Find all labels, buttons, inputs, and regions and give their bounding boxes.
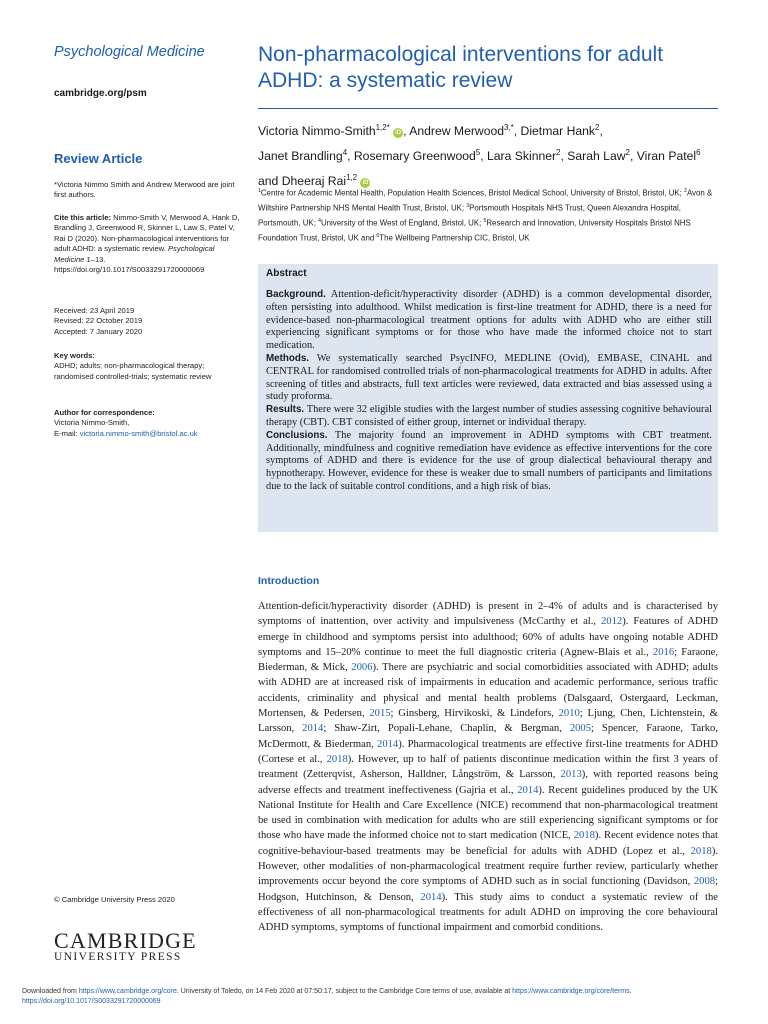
ref-link[interactable]: 2005 — [569, 723, 592, 735]
intro-text: ). Pharmacological treatments are effective first-line treatments for ADHD (Cortese et al., — [258, 738, 719, 765]
ref-link[interactable]: 2014 — [517, 784, 539, 796]
intro-text: ). Features of ADHD emerge in childhood and symptoms persist into adulthood; 60% of adults have ongoing notable ADHD symptoms and 15–20% continue to meet the full diagnostic criteria (Agnew-Blais et al., — [258, 616, 718, 658]
aff-text: The Wellbeing Partnership CIC, Bristol, UK — [379, 234, 530, 243]
aff-sup: 3 — [466, 203, 470, 210]
author-name: and Dheeraj Rai — [258, 174, 347, 189]
aff-sup: 2 — [684, 188, 687, 194]
ref-link[interactable]: 2014 — [377, 738, 399, 750]
abstract-heading: Abstract — [266, 268, 307, 279]
author-sup: 1,2* — [375, 123, 390, 132]
article-type: Review Article — [54, 151, 143, 166]
download-footer — [22, 987, 752, 1007]
ref-link[interactable]: 2015 — [369, 708, 391, 720]
ref-link[interactable]: 2014 — [420, 891, 442, 903]
author-name: Victoria Nimmo-Smith — [258, 124, 376, 139]
keywords-label: Key words: — [54, 351, 95, 360]
methods-text: We systematically searched PsycINFO, MEDLINE (Ovid), EMBASE, CINAHL and CENTRAL for randomised controlled trials of non-pharmacological treatments for ADHD in adults. After screening of titles and abstracts, full text articles were reviewed, data extracted and bias assessed using a study proforma. — [266, 352, 712, 403]
joint-author-note: *Victoria Nimmo Smith and Andrew Merwood are joint first authors. — [54, 180, 235, 200]
author-sup: 5 — [475, 148, 481, 158]
intro-text: ; Spencer, Faraone, Tarko, McDermott, & Biederman, — [258, 723, 718, 750]
ref-link[interactable]: 2013 — [560, 769, 582, 781]
author-name: , Andrew Merwood — [403, 124, 505, 139]
author-name: , Sarah Law — [560, 149, 626, 164]
introduction-heading: Introduction — [258, 575, 320, 587]
intro-text: ; Hodgson, Hutchinson, & Denson, — [258, 876, 718, 903]
intro-text: ), with reported reasons being adverse effects and treatment ineffectiveness (Gajria et al., — [258, 769, 718, 796]
introduction-body — [258, 599, 718, 936]
footer-core-link[interactable]: https://www.cambridge.org/core — [78, 988, 177, 995]
author-sup: 6 — [696, 148, 701, 158]
journal-name: Psychological Medicine — [54, 44, 205, 60]
intro-text: ). Recent evidence notes that cognitive-behaviour-based treatments may be beneficial for adults with ADHD (Lopez et al., — [258, 830, 718, 857]
publisher-logo: CAMBRIDGE — [54, 928, 197, 953]
ref-link[interactable]: 2016 — [652, 646, 675, 658]
aff-sup: 1 — [258, 188, 261, 194]
citation-block — [54, 213, 246, 275]
dates-block — [54, 306, 246, 337]
author-sup: 2 — [556, 148, 561, 158]
abstract-methods — [266, 353, 712, 404]
ref-link[interactable]: 2006 — [351, 662, 373, 674]
intro-text: ). Recent guidelines produced by the UK National Institute for Health and Care Excellence (NICE) recommend that non-pharmacological treatment be used in combination with medication for adults who are still experiencing significant symptoms or for those who have made the informed choice not to start medication (NICE, — [258, 784, 718, 842]
keywords-block — [54, 351, 246, 382]
affiliations — [258, 185, 718, 246]
intro-text: ; Ljung, Chen, Lichtenstein, & Larsson, — [258, 708, 718, 735]
background-label: Background. — [266, 289, 326, 300]
intro-text: Attention-deficit/hyperactivity disorder (ADHD) is present in 2–4% of adults and is characterised by symptoms of inattention, over activity and impulsiveness (McCarthy et al., — [258, 601, 718, 628]
author-name: Janet Brandling — [258, 149, 343, 164]
aff-sup: 6 — [376, 233, 380, 240]
author-sup: 2 — [595, 123, 600, 132]
ref-link[interactable]: 2012 — [601, 616, 623, 628]
aff-text: Avon & Wiltshire Partnership NHS Mental Health Trust, Bristol, UK; — [258, 188, 713, 213]
aff-text: University of the West of England, Bristol, UK; — [320, 218, 484, 228]
ref-link[interactable]: 2018 — [690, 845, 712, 857]
correspondence-email-row — [54, 429, 246, 439]
conclusions-label: Conclusions. — [266, 429, 328, 441]
publisher-logo-subtitle: UNIVERSITY PRESS — [54, 951, 182, 963]
ref-link[interactable]: 2014 — [302, 723, 324, 735]
copyright: © Cambridge University Press 2020 — [54, 895, 175, 904]
email-label: E-mail: — [54, 428, 80, 438]
orcid-icon[interactable]: iD — [395, 130, 402, 137]
citation-tail: 1–13. https://doi.org/10.1017/S0033291720000069 — [54, 254, 205, 275]
author-name: , Viran Patel — [629, 149, 697, 164]
author-name: , Lara Skinner — [480, 149, 557, 164]
author-name: , Dietmar Hank — [513, 124, 596, 139]
intro-text: ). This study aims to conduct a systematic review of the effectiveness of all non-pharmacological treatments for adult ADHD on improving the core behavioural ADHD symptoms, symptoms of functional impairment and comorbid conditions. — [258, 891, 719, 934]
aff-text: Centre for Academic Mental Health, Population Health Sciences, Bristol Medical School, University of Bristol, Bristol, UK; — [260, 188, 685, 198]
conclusions-text: The majority found an improvement in ADHD symptoms with CBT treatment. Additionally, mindfulness and cognitive remediation have evidence as effective interventions for the core symptoms of ADHD and there is evidence for the use of group dialectical behavioural therapy and hypnotherapy. However, evidence for these is weaker due to small numbers of participants and limitations due to the lack of suitable control conditions, and a high risk of bias. — [266, 429, 712, 492]
results-label: Results. — [266, 404, 305, 416]
email-link[interactable]: victoria.nimmo-smith@bristol.ac.uk — [79, 428, 198, 438]
correspondence-block — [54, 408, 246, 439]
article-title: Non-pharmacological interventions for adult ADHD: a systematic review — [258, 43, 664, 92]
footer-text: . University of Toledo, on 14 Feb 2020 at 07:50:17, subject to the Cambridge Core terms of use, available at — [176, 988, 513, 995]
correspondence-label: Author for correspondence: — [54, 408, 155, 417]
author-sup: 2 — [625, 148, 630, 158]
ref-link[interactable]: 2008 — [693, 876, 716, 888]
ref-link[interactable]: 2018 — [573, 830, 595, 842]
abstract-body — [266, 289, 712, 494]
keywords-text: ADHD; adults; non-pharmacological therapy; randomised controlled-trials; systematic review — [54, 361, 212, 381]
accepted-date: Accepted: 7 January 2020 — [54, 326, 143, 336]
footer-text: . — [629, 988, 632, 995]
citation-label: Cite this article: — [54, 213, 111, 222]
intro-text: ). However, other modalities of non-pharmacological treatment require further review, particularly whether improvements occur beyond the core symptoms of ADHD such as in social functioning (Davidson, — [258, 845, 718, 888]
ref-link[interactable]: 2010 — [558, 708, 580, 720]
aff-text: Portsmouth Hospitals NHS Trust, Queen Alexandra Hospital, Portsmouth, UK; — [258, 203, 681, 228]
journal-site-link[interactable]: cambridge.org/psm — [54, 88, 147, 99]
abstract-results — [266, 404, 712, 430]
aff-sup: 5 — [483, 218, 487, 225]
orcid-icon[interactable]: iD — [362, 180, 369, 187]
footer-text: Downloaded from — [22, 988, 79, 995]
title-divider — [258, 108, 718, 109]
footer-doi-link[interactable]: https://doi.org/10.1017/S0033291720000069 — [22, 998, 161, 1005]
author-name: , Rosemary Greenwood — [347, 149, 476, 164]
aff-sup: 4 — [318, 218, 321, 225]
received-date: Received: 23 April 2019 — [54, 306, 135, 315]
intro-text: ; Ginsberg, Hirvikoski, & Lindefors, — [390, 708, 559, 720]
results-text: There were 32 eligible studies with the largest number of studies assessing cognitive behavioural therapy (CBT). CBT consisted of either group, internet or individual therapy. — [266, 404, 712, 428]
methods-label: Methods. — [266, 352, 309, 364]
author-sup: 4 — [342, 148, 348, 158]
aff-text: Research and Innovation, University Hospitals Bristol NHS Foundation Trust, Bristol, UK and — [258, 218, 691, 243]
author-list: Victoria Nimmo-Smith$^{1,2*}$ iD , Andrew Merwood$^{3,*}$, Dietmar Hank$^2$, Janet Brandling$^4$, Rosemary Greenwood$^5$, Lara Skinner$^2$, Sarah Law$^2$, Viran Patel$^6$ and Dheeraj Rai$^{1,2}$ iD — [258, 123, 701, 189]
citation-journal: Psychological Medicine — [54, 244, 215, 264]
intro-text: ; Faraone, Biederman, & Mick, — [258, 646, 718, 674]
footer-terms-link[interactable]: https://www.cambridge.org/core/terms — [512, 988, 630, 995]
ref-link[interactable]: 2018 — [326, 753, 348, 765]
revised-date: Revised: 22 October 2019 — [54, 316, 143, 326]
correspondence-name: Victoria Nimmo-Smith, — [54, 418, 130, 428]
intro-text: ; Shaw-Zirt, Popali-Lehane, Chaplin, & Bergman, — [323, 723, 570, 735]
abstract-conclusions — [266, 430, 712, 494]
citation-text: Nimmo-Smith V, Merwood A, Hank D, Brandling J, Greenwood R, Skinner L, Law S, Patel V, Rai D (2020). Non-pharmacological interventions for adult ADHD: a systematic review. — [54, 213, 240, 254]
author-sup: 3,* — [504, 123, 514, 132]
abstract-background — [266, 289, 712, 353]
author-sup: 1,2 — [346, 173, 358, 183]
background-text: Attention-deficit/hyperactivity disorder (ADHD) is a common developmental disorder, often persisting into adulthood. Whilst medication is first-line treatment for ADHD, there is a need for evidence-based non-pharmacological treatment options for adults with ADHD who are either still experiencing significant symptoms or for those who have made the informed choice not to start medication. — [266, 289, 712, 352]
intro-text: ). There are psychiatric and social comorbidities associated with ADHD; adults with ADHD are at increased risk of impairments in education and academic performance, serious traffic accidents, criminality and physical and mental health problems (Dalsgaard, Ostergaard, Leckman, Mortensen, & Pedersen, — [258, 662, 718, 720]
intro-text: ). However, up to half of patients discontinue medication within the first 3 years of treatment (Zetterqvist, Asherson, Halldner, Långström, & Larsson, — [258, 753, 718, 781]
